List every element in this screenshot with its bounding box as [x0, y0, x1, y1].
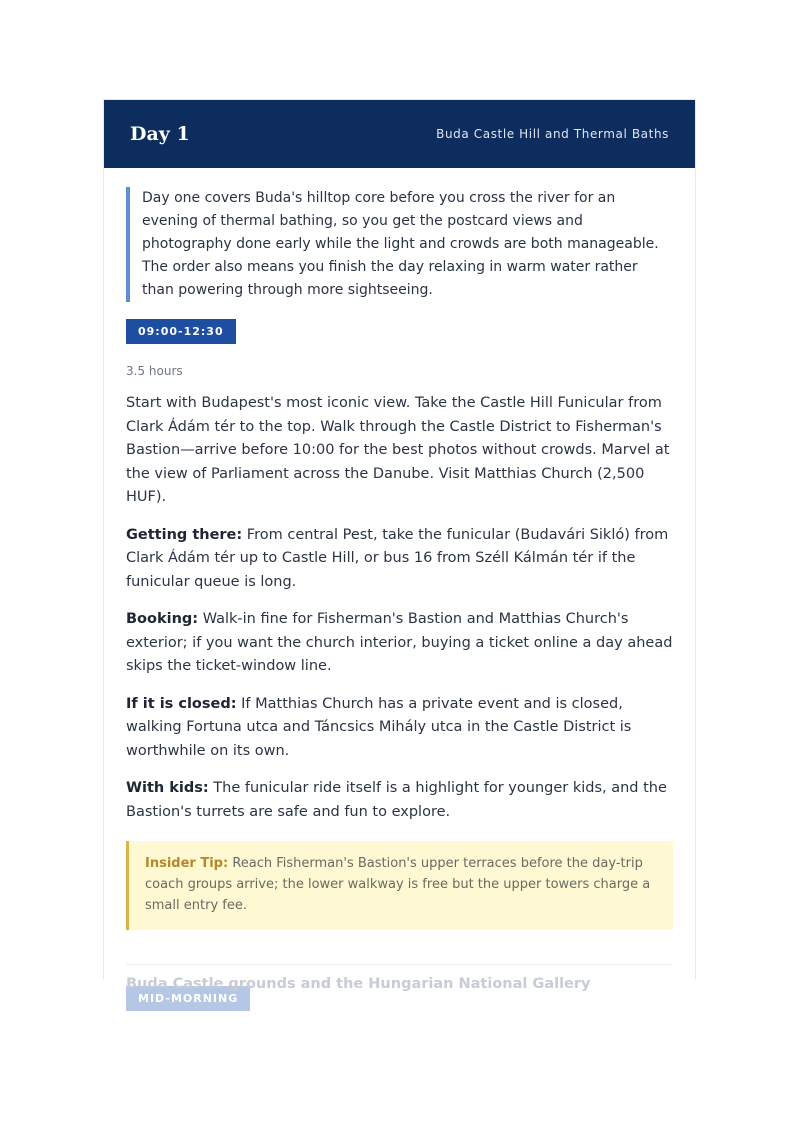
closed-text: If Matthias Church has a private event and is closed, walking Fortuna utca and Táncsics Mihály utca in the Castle District is worthwhile on its own.: [126, 695, 632, 759]
day-header: [104, 100, 695, 168]
booking-label: Booking:: [126, 611, 199, 627]
duration: 3.5 hours: [126, 364, 183, 378]
tip-text: Reach Fisherman's Bastion's upper terraces before the day-trip coach groups arrive; the lower walkway is free but the upper towers charge a small entry fee.: [145, 856, 651, 913]
time-badge: 09:00-12:30: [126, 319, 236, 344]
with-kids: [126, 777, 673, 824]
day-subtitle: Buda Castle Hill and Thermal Baths: [436, 127, 669, 141]
booking-text: Walk-in fine for Fisherman's Bastion and Matthias Church's exterior; if you want the church interior, buying a ticket online a day ahead skips the ticket-window line.: [126, 611, 673, 674]
tip-label: Insider Tip:: [145, 856, 229, 871]
next-activity-title: Buda Castle grounds and the Hungarian National Gallery: [126, 976, 591, 992]
insider-tip: [126, 841, 673, 930]
section-divider: [126, 964, 673, 965]
getting-there-text: From central Pest, take the funicular (Budavári Sikló) from Clark Ádám tér up to Castle Hill, or bus 16 from Széll Kálmán tér if the funicular queue is long.: [126, 526, 669, 590]
activity-description: Start with Budapest's most iconic view. Take the Castle Hill Funicular from Clark Ádám tér to the top. Walk through the Castle District to Fisherman's Bastion—arrive before 10:00 for the best photos without crowds. Marvel at the view of Parliament across the Danube. Visit Matthias Church (2,500 HUF).: [126, 395, 670, 505]
next-time-badge: MID-MORNING: [126, 986, 250, 1011]
kids-text: The funicular ride itself is a highlight for younger kids, and the Bastion's turrets are safe and fun to explore.: [126, 780, 667, 820]
kids-label: With kids:: [126, 780, 209, 796]
day-title: Day 1: [130, 123, 190, 145]
getting-there: [126, 524, 673, 595]
closed-info: [126, 693, 673, 764]
closed-label: If it is closed:: [126, 695, 237, 712]
day-intro: Day one covers Buda's hilltop core before you cross the river for an evening of thermal bathing, so you get the postcard views and photography done early while the light and crowds are both manageable. The order also means you finish the day relaxing in warm water rather than powering through more sightseeing.: [126, 187, 673, 302]
booking: [126, 608, 673, 679]
day-body: [104, 187, 695, 1011]
getting-there-label: Getting there:: [126, 526, 243, 543]
